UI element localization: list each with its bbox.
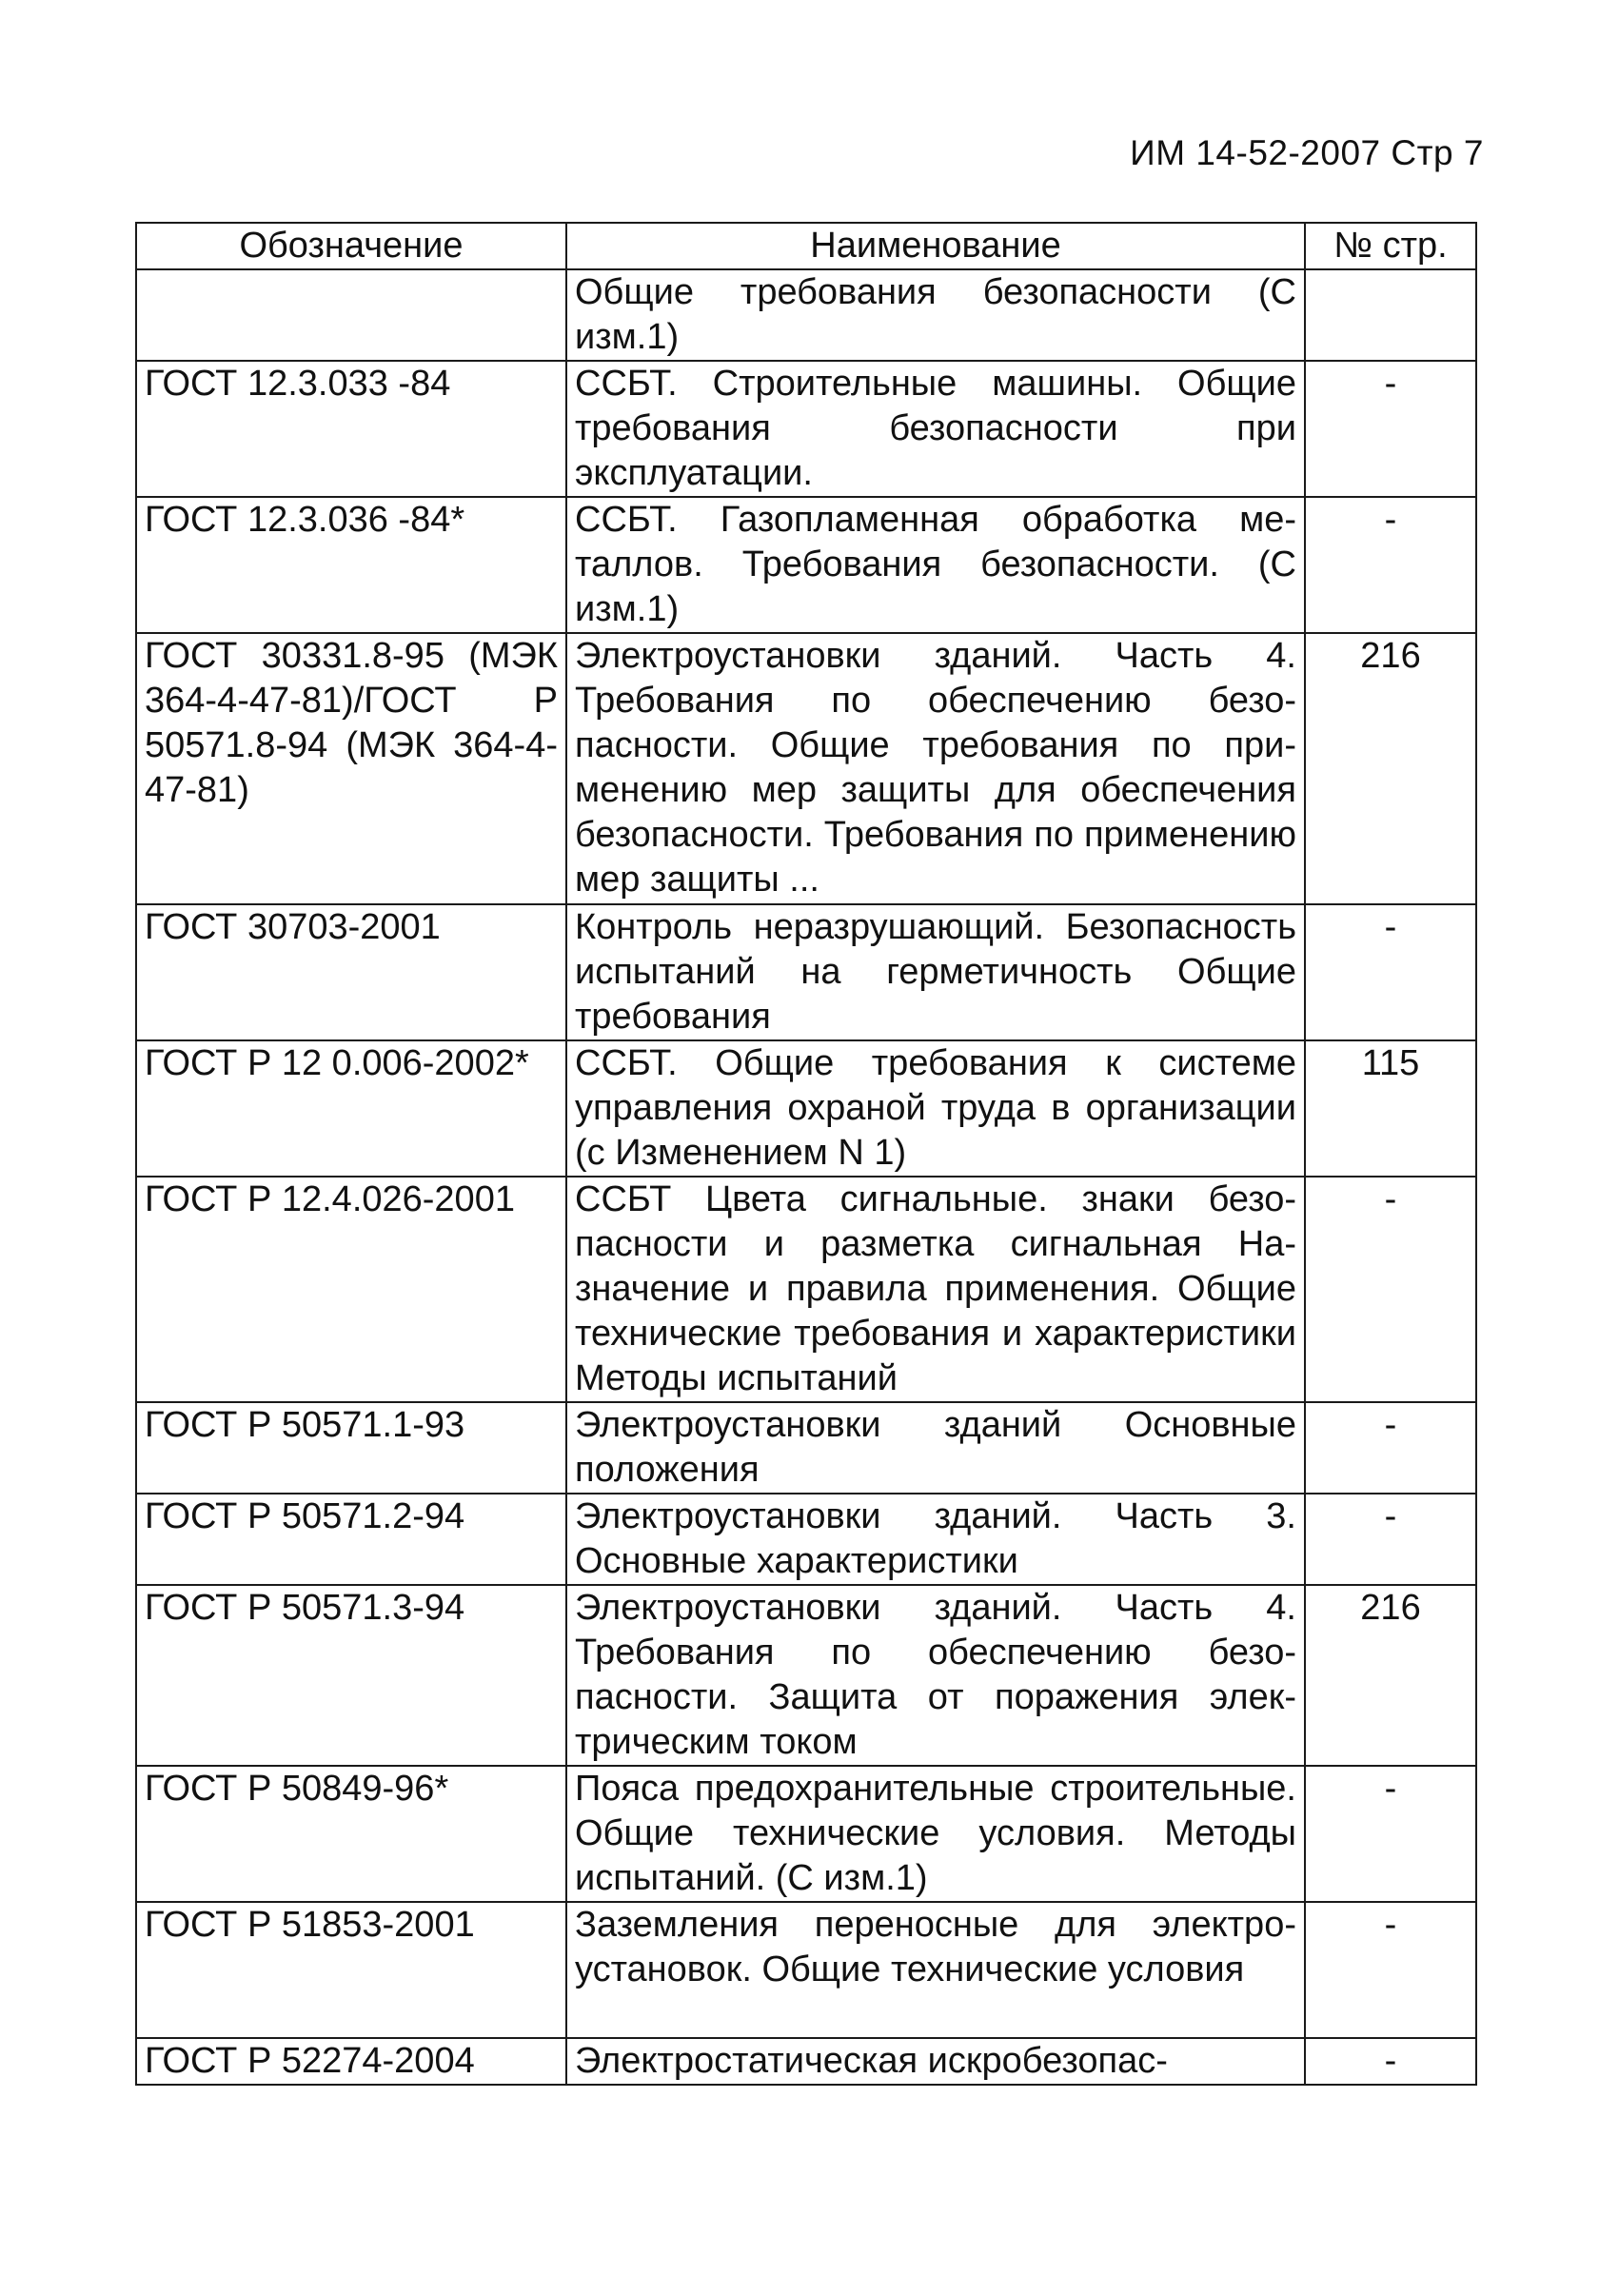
row-name: Заземления переносные для электроустановок. Общие технические условия [566, 1902, 1305, 2038]
row-page: - [1305, 361, 1476, 497]
row-name: ССБТ. Общие требования к системе управления охраной труда в организации (с Изменением N 1) [566, 1040, 1305, 1177]
row-page: - [1305, 1177, 1476, 1402]
row-designation: ГОСТ 12.3.036 -84* [136, 497, 566, 633]
standards-table [135, 222, 1477, 2086]
row-designation [136, 269, 566, 361]
row-page: - [1305, 2038, 1476, 2085]
row-name: Электроустановки зданий Основные положения [566, 1402, 1305, 1494]
row-designation: ГОСТ Р 50571.3-94 [136, 1585, 566, 1766]
column-header-page: № стр. [1305, 223, 1476, 269]
row-page: - [1305, 1402, 1476, 1494]
table-row [136, 2038, 1476, 2085]
table-row [136, 1040, 1476, 1177]
table-row [136, 904, 1476, 1040]
table-row [136, 269, 1476, 361]
row-page: - [1305, 1766, 1476, 1902]
row-designation: ГОСТ Р 50849-96* [136, 1766, 566, 1902]
row-designation: ГОСТ Р 50571.2-94 [136, 1494, 566, 1585]
table-header-row [136, 223, 1476, 269]
page-header: ИМ 14-52-2007 Стр 7 [1130, 133, 1484, 172]
row-page: - [1305, 1494, 1476, 1585]
row-name: Электроустановки зданий. Часть 4. Требования по обеспечению безопасности. Защита от поражения электрическим током [566, 1585, 1305, 1766]
row-page [1305, 269, 1476, 361]
row-name: ССБТ Цвета сигнальные. знаки безопасности и разметка сигнальная Назначение и правила применения. Общие технические требования и характеристики Методы испытаний [566, 1177, 1305, 1402]
row-name: Контроль неразрушающий. Безопасность испытаний на герметичность Общие требования [566, 904, 1305, 1040]
table-row [136, 497, 1476, 633]
table-row [136, 361, 1476, 497]
row-designation: ГОСТ Р 50571.1-93 [136, 1402, 566, 1494]
row-page: - [1305, 1902, 1476, 2038]
row-name: ССБТ. Строительные машины. Общие требования безопасности при эксплуатации. [566, 361, 1305, 497]
row-designation: ГОСТ Р 12.4.026-2001 [136, 1177, 566, 1402]
row-name: Пояса предохранительные строительные. Общие технические условия. Методы испытаний. (С изм.1) [566, 1766, 1305, 1902]
row-name: Электроустановки зданий. Часть 4. Требования по обеспечению безопасности. Общие требования по применению мер защиты для обеспечения безопасности. Требования по применению мер защиты ... [566, 633, 1305, 904]
table-row [136, 1494, 1476, 1585]
row-designation: ГОСТ Р 12 0.006-2002* [136, 1040, 566, 1177]
row-name: Электростатическая искробезопас- [566, 2038, 1305, 2085]
row-designation: ГОСТ 30331.8-95 (МЭК 364-4-47-81)/ГОСТ Р 50571.8-94 (МЭК 364-4-47-81) [136, 633, 566, 904]
row-designation: ГОСТ 30703-2001 [136, 904, 566, 1040]
row-page: 216 [1305, 633, 1476, 904]
row-page: - [1305, 497, 1476, 633]
table-row [136, 633, 1476, 904]
row-page: 216 [1305, 1585, 1476, 1766]
column-header-designation: Обозначение [136, 223, 566, 269]
row-page: - [1305, 904, 1476, 1040]
row-designation: ГОСТ Р 52274-2004 [136, 2038, 566, 2085]
row-designation: ГОСТ 12.3.033 -84 [136, 361, 566, 497]
table-row [136, 1766, 1476, 1902]
row-name: Общие требования безопасности (С изм.1) [566, 269, 1305, 361]
row-name: ССБТ. Газопламенная обработка металлов. Требования безопасности. (С изм.1) [566, 497, 1305, 633]
table-row [136, 1177, 1476, 1402]
row-name: Электроустановки зданий. Часть 3. Основные характеристики [566, 1494, 1305, 1585]
table-row [136, 1402, 1476, 1494]
row-page: 115 [1305, 1040, 1476, 1177]
row-designation: ГОСТ Р 51853-2001 [136, 1902, 566, 2038]
table-row [136, 1902, 1476, 2038]
column-header-name: Наименование [566, 223, 1305, 269]
table-row [136, 1585, 1476, 1766]
